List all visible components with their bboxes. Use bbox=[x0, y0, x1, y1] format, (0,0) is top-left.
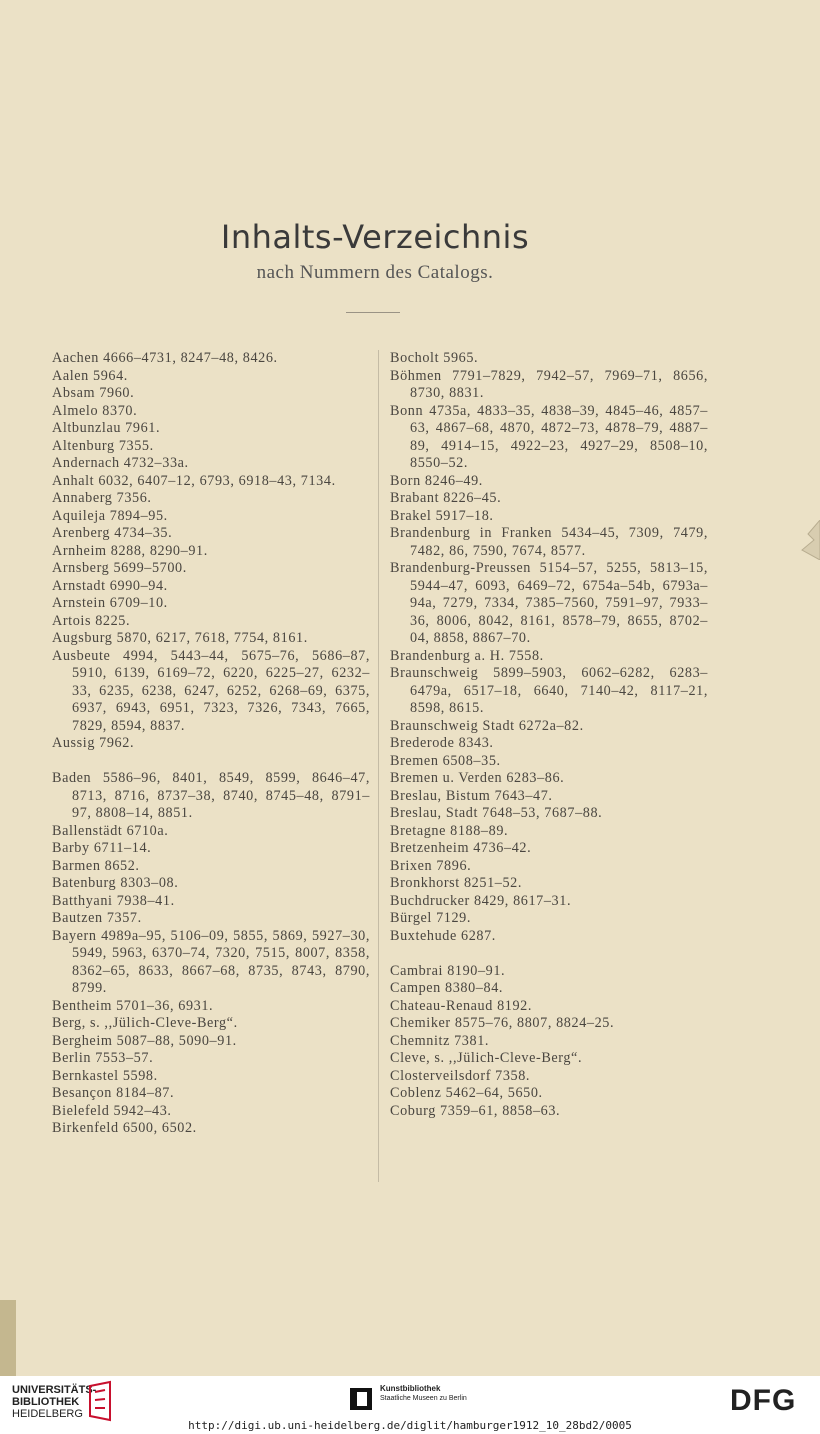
index-entry: Bayern 4989a–95, 5106–09, 5855, 5869, 5927–30, 5949, 5963, 6370–74, 7320, 7515, 8007, 8358, 8362–65, 8633, 8667–68, 8735, 8743, 8790, 8799. bbox=[52, 927, 370, 996]
index-entry: Arnstadt 6990–94. bbox=[52, 577, 168, 594]
section-gap bbox=[390, 945, 708, 963]
index-entry: Bonn 4735a, 4833–35, 4838–39, 4845–46, 4857–63, 4867–68, 4870, 4872–73, 4878–79, 4887–89, 4914–15, 4922–23, 4927–29, 8508–10, 8550–52. bbox=[390, 402, 708, 471]
index-entry: Brixen 7896. bbox=[390, 857, 472, 874]
paper-tear-mark bbox=[790, 520, 820, 560]
index-entry: Chateau-Renaud 8192. bbox=[390, 997, 533, 1014]
index-entry: Altbunzlau 7961. bbox=[52, 420, 161, 436]
index-entry: Buchdrucker 8429, 8617–31. bbox=[390, 892, 572, 909]
index-entry: Chemnitz 7381. bbox=[390, 1032, 490, 1049]
index-entry: Altenburg 7355. bbox=[52, 437, 154, 454]
index-entry: Absam 7960. bbox=[52, 385, 135, 401]
university-library-label: UNIVERSITÄTS- BIBLIOTHEK HEIDELBERG bbox=[12, 1384, 97, 1420]
index-entry: Bentheim 5701–36, 6931. bbox=[52, 997, 214, 1014]
index-entry: Besançon 8184–87. bbox=[52, 1085, 175, 1101]
index-entry: Aquileja 7894–95. bbox=[52, 507, 168, 524]
index-entry: Brakel 5917–18. bbox=[390, 507, 494, 524]
index-entry: Arenberg 4734–35. bbox=[52, 525, 173, 541]
index-entry: Barmen 8652. bbox=[52, 857, 140, 874]
index-entry: Brabant 8226–45. bbox=[390, 490, 502, 506]
index-entry: Böhmen 7791–7829, 7942–57, 7969–71, 8656, 8730, 8831. bbox=[390, 367, 708, 401]
page-url[interactable]: http://digi.ub.uni-heidelberg.de/diglit/hamburger1912_10_28bd2/0005 bbox=[188, 1419, 632, 1432]
column-divider bbox=[378, 350, 379, 1182]
index-entry: Brandenburg a. H. 7558. bbox=[390, 647, 544, 664]
index-entry: Baden 5586–96, 8401, 8549, 8599, 8646–47, 8713, 8716, 8737–38, 8740, 8745–48, 8791–97, 8808–14, 8851. bbox=[52, 770, 370, 821]
index-entry: Arnsberg 5699–5700. bbox=[52, 560, 187, 576]
index-entry: Bergheim 5087–88, 5090–91. bbox=[52, 1032, 237, 1049]
index-entry: Breslau, Stadt 7648–53, 7687–88. bbox=[390, 805, 603, 821]
index-entry: Augsburg 5870, 6217, 7618, 7754, 8161. bbox=[52, 630, 308, 646]
index-entry: Arnheim 8288, 8290–91. bbox=[52, 542, 208, 559]
index-entry: Bretagne 8188–89. bbox=[390, 822, 509, 839]
index-entry: Arnstein 6709–10. bbox=[52, 595, 168, 611]
index-entry: Breslau, Bistum 7643–47. bbox=[390, 787, 553, 804]
index-entry: Braunschweig Stadt 6272a–82. bbox=[390, 717, 584, 734]
dfg-logo: DFG bbox=[730, 1384, 797, 1417]
index-entry: Bronkhorst 8251–52. bbox=[390, 875, 522, 891]
index-entry: Birkenfeld 6500, 6502. bbox=[52, 1120, 197, 1136]
index-entry: Bremen u. Verden 6283–86. bbox=[390, 770, 565, 786]
index-entry: Batenburg 8303–08. bbox=[52, 875, 179, 891]
index-entry: Bocholt 5965. bbox=[390, 350, 479, 366]
index-entry: Artois 8225. bbox=[52, 612, 131, 629]
index-column-right bbox=[390, 350, 708, 1120]
index-entry: Chemiker 8575–76, 8807, 8824–25. bbox=[390, 1015, 615, 1031]
index-entry: Ausbeute 4994, 5443–44, 5675–76, 5686–87, 5910, 6139, 6169–72, 6220, 6225–27, 6232–33, 6235, 6238, 6247, 6252, 6268–69, 6375, 6937, 6943, 6951, 7323, 7326, 7343, 7665, 7829, 8594, 8837. bbox=[52, 647, 370, 734]
index-entry: Coburg 7359–61, 8858–63. bbox=[390, 1102, 561, 1119]
index-entry: Braunschweig 5899–5903, 6062–6282, 6283–6479a, 6517–18, 6640, 7140–42, 8117–21, 8598, 8615. bbox=[390, 665, 708, 716]
index-entry: Anhalt 6032, 6407–12, 6793, 6918–43, 7134. bbox=[52, 472, 336, 489]
index-entry: Bernkastel 5598. bbox=[52, 1067, 158, 1084]
index-entry: Born 8246–49. bbox=[390, 472, 483, 489]
index-entry: Campen 8380–84. bbox=[390, 980, 504, 996]
index-entry: Coblenz 5462–64, 5650. bbox=[390, 1085, 543, 1101]
index-entry: Ballenstädt 6710a. bbox=[52, 822, 169, 839]
index-entry: Brandenburg in Franken 5434–45, 7309, 7479, 7482, 86, 7590, 7674, 8577. bbox=[390, 525, 708, 559]
index-entry: Closterveilsdorf 7358. bbox=[390, 1067, 531, 1084]
index-entry: Cleve, s. ,,Jülich-Cleve-Berg“. bbox=[390, 1050, 583, 1066]
index-entry: Almelo 8370. bbox=[52, 402, 138, 419]
index-entry: Annaberg 7356. bbox=[52, 490, 152, 506]
index-column-left bbox=[52, 350, 370, 1138]
index-entry: Bremen 6508–35. bbox=[390, 752, 501, 769]
page-subtitle: nach Nummern des Catalogs. bbox=[256, 262, 494, 283]
kunstbibliothek-label: Kunstbibliothek Staatliche Museen zu Berlin bbox=[380, 1384, 467, 1402]
index-entry: Barby 6711–14. bbox=[52, 840, 152, 856]
index-entry: Aalen 5964. bbox=[52, 367, 128, 384]
title-divider bbox=[346, 312, 400, 313]
index-entry: Brandenburg-Preussen 5154–57, 5255, 5813–15, 5944–47, 6093, 6469–72, 6754a–54b, 6793a–94a, 7279, 7334, 7385–7560, 7591–97, 7933–36, 8006, 8042, 8161, 8578–79, 8655, 8702–04, 8858, 8867–70. bbox=[390, 560, 708, 646]
index-entry: Aussig 7962. bbox=[52, 735, 135, 751]
index-entry: Bürgel 7129. bbox=[390, 910, 472, 926]
index-entry: Berg, s. ,,Jülich-Cleve-Berg“. bbox=[52, 1015, 238, 1031]
index-entry: Cambrai 8190–91. bbox=[390, 962, 506, 979]
index-entry: Batthyani 7938–41. bbox=[52, 892, 175, 909]
university-logo-icon bbox=[86, 1380, 114, 1422]
index-entry: Brederode 8343. bbox=[390, 735, 494, 751]
index-entry: Bielefeld 5942–43. bbox=[52, 1102, 172, 1119]
index-entry: Aachen 4666–4731, 8247–48, 8426. bbox=[52, 350, 278, 366]
index-entry: Buxtehude 6287. bbox=[390, 927, 496, 944]
page-title: Inhalts-Verzeichnis bbox=[220, 218, 530, 256]
index-entry: Bautzen 7357. bbox=[52, 910, 142, 926]
kunstbibliothek-logo-icon bbox=[350, 1388, 372, 1410]
section-gap bbox=[52, 753, 370, 771]
index-entry: Andernach 4732–33a. bbox=[52, 455, 189, 471]
index-entry: Bretzenheim 4736–42. bbox=[390, 840, 532, 856]
page-edge-stain bbox=[0, 1300, 16, 1376]
index-entry: Berlin 7553–57. bbox=[52, 1050, 154, 1066]
viewer-footer bbox=[0, 1376, 820, 1434]
